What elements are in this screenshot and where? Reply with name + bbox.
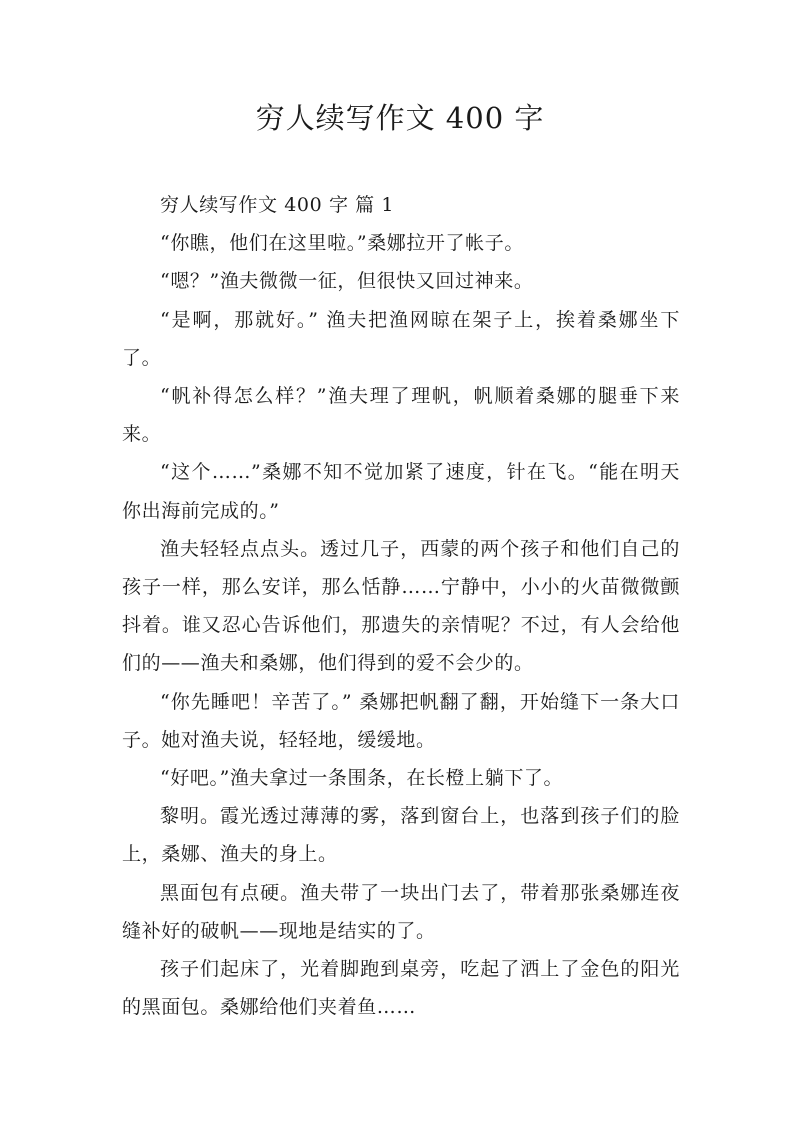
paragraph: “嗯？”渔夫微微一征，但很快又回过神来。 — [160, 270, 534, 293]
paragraph: “你先睡吧！辛苦了。” 桑娜把帆翻了翻，开始缝下一条大口子。她对渔夫说，轻轻地，缓缓地。 — [122, 690, 680, 751]
paragraph: “你瞧，他们在这里啦。”桑娜拉开了帐子。 — [160, 232, 524, 255]
paragraph: “这个……”桑娜不知不觉加紧了速度，针在飞。“能在明天你出海前完成的。” — [122, 461, 680, 522]
paragraph: “帆补得怎么样？”渔夫理了理帆，帆顺着桑娜的腿垂下来来。 — [122, 385, 680, 446]
paragraph: “好吧。”渔夫拿过一条围条，在长橙上躺下了。 — [160, 767, 564, 790]
paragraph: 黑面包有点硬。渔夫带了一块出门去了，带着那张桑娜连夜缝补好的破帆——现地是结实的了。 — [122, 881, 680, 942]
paragraph: “是啊，那就好。” 渔夫把渔网晾在架子上，挨着桑娜坐下了。 — [122, 308, 680, 369]
document-title: 穷人续写作文 400 字 — [255, 101, 545, 135]
paragraph: 黎明。霞光透过薄薄的雾，落到窗台上，也落到孩子们的脸上，桑娜、渔夫的身上。 — [122, 805, 680, 866]
document-body — [122, 186, 680, 1026]
paragraph: 渔夫轻轻点点头。透过几子，西蒙的两个孩子和他们自己的孩子一样，那么安详，那么恬静……宁静中，小小的火苗微微颤抖着。谁又忍心告诉他们，那遗失的亲情呢？不过，有人会给他们的——渔夫和桑娜，他们得到的爱不会少的。 — [122, 537, 680, 675]
section-heading: 穷人续写作文 400 字 篇 1 — [160, 194, 395, 216]
paragraph: 孩子们起床了，光着脚跑到桌旁，吃起了洒上了金色的阳光的黑面包。桑娜给他们夹着鱼…… — [122, 958, 680, 1019]
